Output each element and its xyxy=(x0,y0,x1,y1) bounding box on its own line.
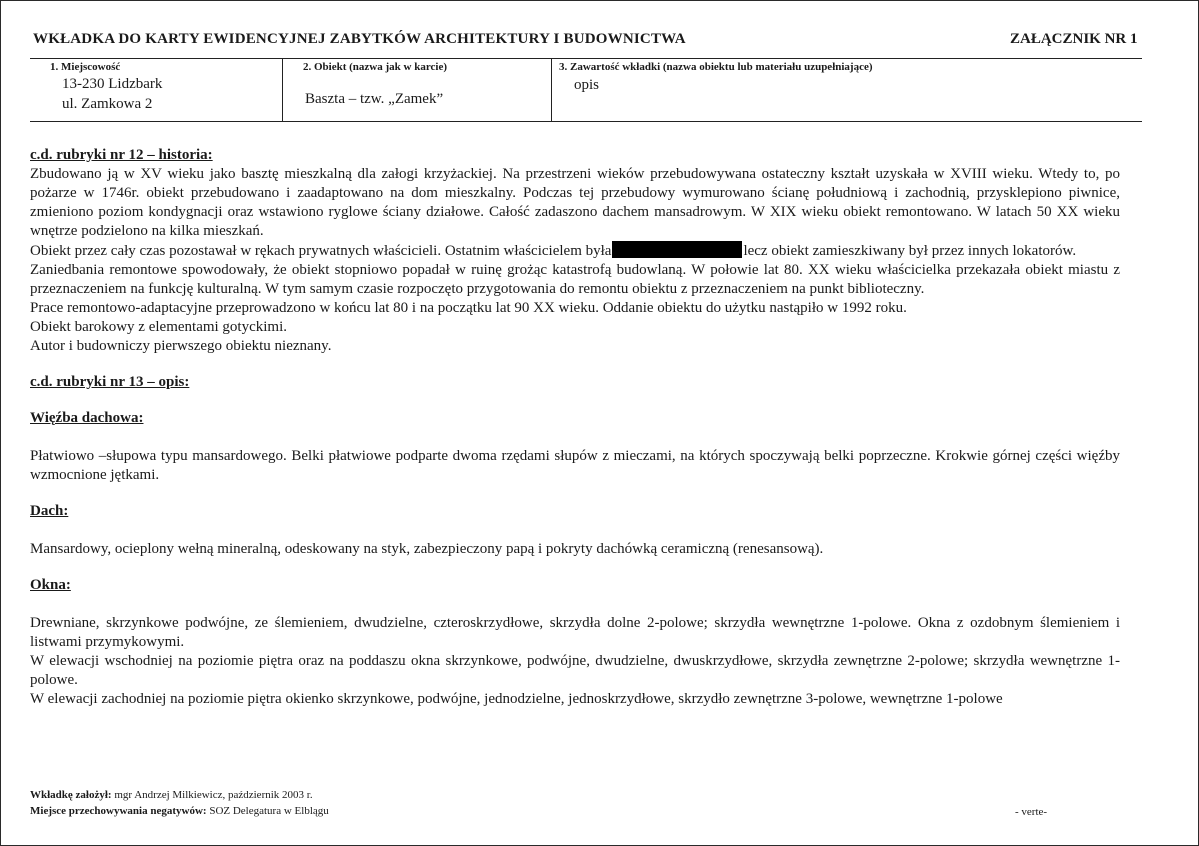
truss-heading: Więźba dachowa: xyxy=(30,410,144,426)
roof-paragraph: Mansardowy, ocieplony wełną mineralną, odeskowany na styk, zabezpieczony papą i pokryty dachówką ceramiczną (renesansową). xyxy=(30,541,824,557)
author-label: Wkładkę założył: xyxy=(30,789,112,801)
owner-text-before: Obiekt przez cały czas pozostawał w rękach prywatnych właścicieli. Ostatnim właścicielem była xyxy=(30,243,612,259)
history-paragraph: Prace remontowo-adaptacyjne przeprowadzono w końcu lat 80 i na początku lat 90 XX wieku. Oddanie obiektu do użytku nastąpiło w 1992 roku. xyxy=(30,300,907,316)
content-field xyxy=(551,59,1142,121)
place-postal-code: 13-230 Lidzbark xyxy=(62,76,163,92)
history-paragraph: Obiekt barokowy z elementami gotyckimi. xyxy=(30,319,288,335)
storage-value: SOZ Delegatura w Elblągu xyxy=(206,805,329,817)
storage-label: Miejsce przechowywania negatywów: xyxy=(30,805,207,817)
object-field xyxy=(282,59,551,121)
content-label: 3. Zawartość wkładki (nazwa obiektu lub materiału uzupełniające) xyxy=(559,61,873,73)
document-title: WKŁADKA DO KARTY EWIDENCYJNEJ ZABYTKÓW ARCHITEKTURY I BUDOWNICTWA xyxy=(33,31,686,47)
owner-text-after: lecz obiekt zamieszkiwany był przez innych lokatorów. xyxy=(743,243,1077,259)
footer-author xyxy=(30,789,313,801)
place-street: ul. Zamkowa 2 xyxy=(62,96,153,112)
windows-paragraph: W elewacji wschodniej na poziomie piętra oraz na poddaszu okna skrzynkowe, podwójne, dwudzielne, dwuskrzydłowe, skrzydła zewnętrzne 2-polowe; skrzydła wewnętrzne 1-polowe. xyxy=(30,653,1120,688)
content-value: opis xyxy=(574,77,600,93)
description-heading: c.d. rubryki nr 13 – opis: xyxy=(30,374,190,390)
document-body xyxy=(30,146,1120,709)
truss-paragraph: Płatwiowo –słupowa typu mansardowego. Belki płatwiowe podparte dwoma rzędami słupów z mieczami, na których spoczywają belki poprzeczne. Krokwie górnej części więźby wzmocnione jętkami. xyxy=(30,448,1120,483)
history-paragraph: Autor i budowniczy pierwszego obiektu nieznany. xyxy=(30,338,332,354)
history-paragraph: Zbudowano ją w XV wieku jako basztę mieszkalną dla załogi krzyżackiej. Na przestrzeni wieków przebudowywana ostateczny kształt uzyskała w XVIII wieku. Wtedy to, po pożarze w 1746r. obiekt przebudowano i zaadaptowano na dom mieszkalny. Podczas tej przebudowy wymurowano ścianę południową i zachodnią, przysklepiono piwnice, zmieniono poziom kondygnacji oraz wstawiono ryglowe ściany działowe. Całość zadaszono dachem mansadrowym. W XIX wieku obiekt remontowano. W latach 50 XX wieku wnętrze podzielono na kilka mieszkań. xyxy=(30,166,1120,239)
footer-storage xyxy=(30,805,329,817)
windows-paragraph: Drewniane, skrzynkowe podwójne, ze ślemieniem, dwudzielne, czteroskrzydłowe, skrzydła dolne 2-polowe; skrzydła wewnętrzne 1-polowe. Okna z ozdobnym ślemieniem i listwami przymykowymi. xyxy=(30,615,1120,650)
header-fields-table xyxy=(30,58,1142,122)
object-value: Baszta – tzw. „Zamek” xyxy=(305,91,444,107)
history-paragraph: Zaniedbania remontowe spowodowały, że obiekt stopniowo popadał w ruinę grożąc katastrofą budowlaną. W połowie lat 80. XX wieku właścicielka przekazała obiekt miastu z przeznaczeniem na funkcję kulturalną. W tym samym czasie rozpoczęto przygotowania do remontu obiektu z przeznaczeniem na punkt biblioteczny. xyxy=(30,262,1120,297)
verte-note: - verte- xyxy=(1015,806,1048,818)
redaction-box xyxy=(612,241,742,258)
windows-heading: Okna: xyxy=(30,577,71,593)
place-label: 1. Miejscowość xyxy=(50,61,121,73)
roof-heading: Dach: xyxy=(30,503,69,519)
attachment-number: ZAŁĄCZNIK NR 1 xyxy=(1010,31,1138,47)
author-value: mgr Andrzej Milkiewicz, październik 2003 r. xyxy=(111,789,313,801)
place-field xyxy=(30,59,282,121)
history-paragraph-owner xyxy=(30,241,1120,261)
history-heading: c.d. rubryki nr 12 – historia: xyxy=(30,147,213,163)
object-label: 2. Obiekt (nazwa jak w karcie) xyxy=(303,61,448,73)
windows-paragraph: W elewacji zachodniej na poziomie piętra okienko skrzynkowe, podwójne, jednodzielne, jednoskrzydłowe, skrzydło zewnętrzne 3-polowe, wewnętrzne 1-polowe xyxy=(30,691,1003,707)
